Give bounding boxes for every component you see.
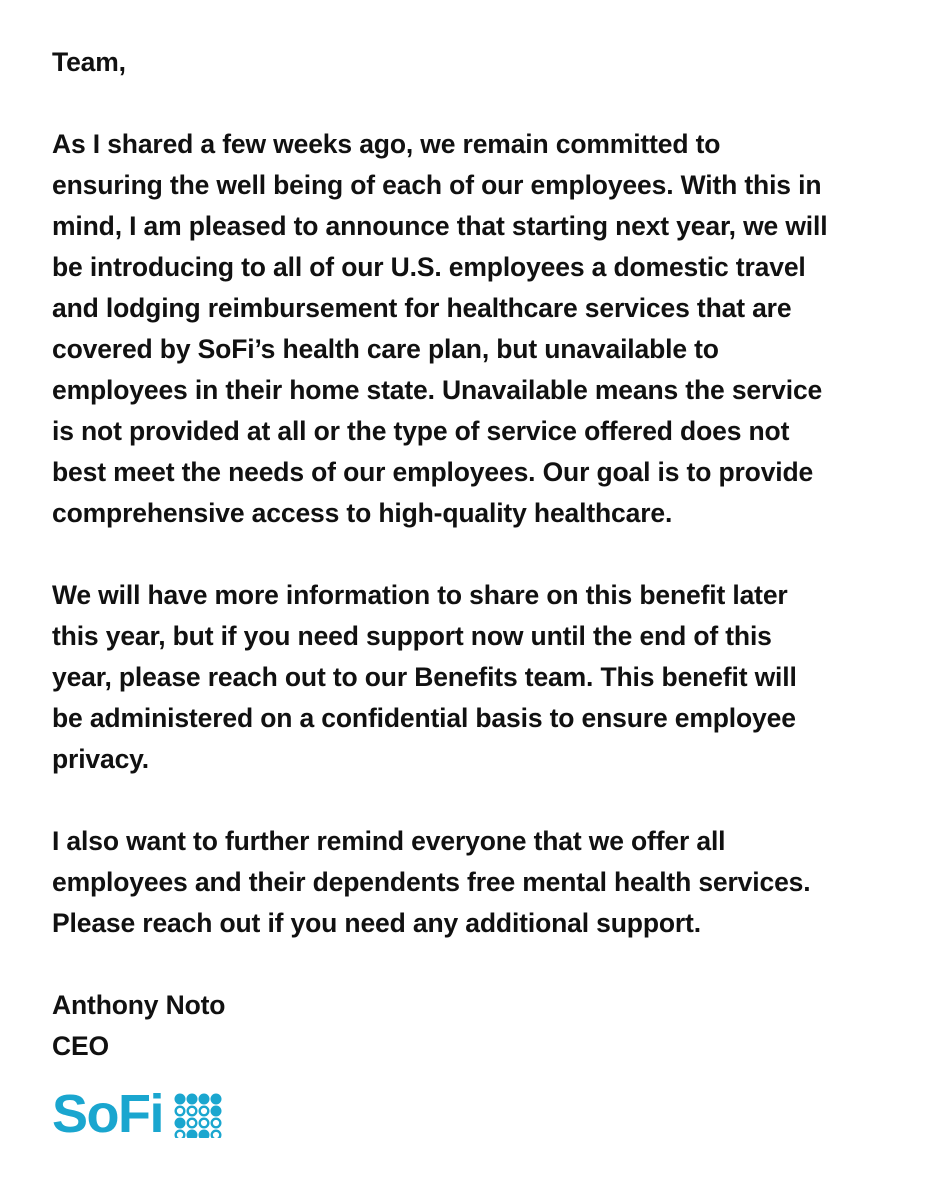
paragraph-line: I also want to further remind everyone that we offer all [52, 826, 726, 856]
paragraph-line: We will have more information to share on this benefit later [52, 580, 788, 610]
signature [52, 985, 892, 1067]
paragraph-line: comprehensive access to high-quality healthcare. [52, 498, 673, 528]
paragraph-3 [52, 821, 892, 944]
paragraph-line: employees in their home state. Unavailable means the service [52, 375, 823, 405]
paragraph-line: be administered on a confidential basis to ensure employee [52, 703, 796, 733]
paragraph-line: Please reach out if you need any additional support. [52, 908, 701, 938]
sofi-dots-icon [173, 1092, 223, 1143]
paragraph-line: year, please reach out to our Benefits team. This benefit will [52, 662, 797, 692]
paragraph-gap [52, 944, 892, 985]
signature-name: Anthony Noto [52, 990, 226, 1020]
paragraph-line: mind, I am pleased to announce that starting next year, we will [52, 211, 828, 241]
paragraph-2 [52, 575, 892, 780]
logo-wordmark: SoFi [52, 1084, 163, 1144]
paragraph-line: covered by SoFi’s health care plan, but unavailable to [52, 334, 719, 364]
paragraph-gap [52, 780, 892, 821]
paragraph-line: As I shared a few weeks ago, we remain committed to [52, 129, 721, 159]
paragraph-line: is not provided at all or the type of service offered does not [52, 416, 790, 446]
greeting: Team, [52, 47, 126, 77]
paragraph-gap [52, 534, 892, 575]
paragraph-1 [52, 124, 892, 534]
paragraph-line: privacy. [52, 744, 150, 774]
paragraph-gap [52, 83, 892, 124]
paragraph-line: be introducing to all of our U.S. employees a domestic travel [52, 252, 806, 282]
paragraph-line: this year, but if you need support now until the end of this [52, 621, 772, 651]
paragraph-line: employees and their dependents free mental health services. [52, 867, 811, 897]
paragraph-line: ensuring the well being of each of our employees. With this in [52, 170, 822, 200]
paragraph-line: best meet the needs of our employees. Our goal is to provide [52, 457, 814, 487]
letter-body [52, 42, 892, 1067]
paragraph-line: and lodging reimbursement for healthcare services that are [52, 293, 792, 323]
signature-title: CEO [52, 1031, 109, 1061]
sofi-logo [52, 1084, 223, 1144]
